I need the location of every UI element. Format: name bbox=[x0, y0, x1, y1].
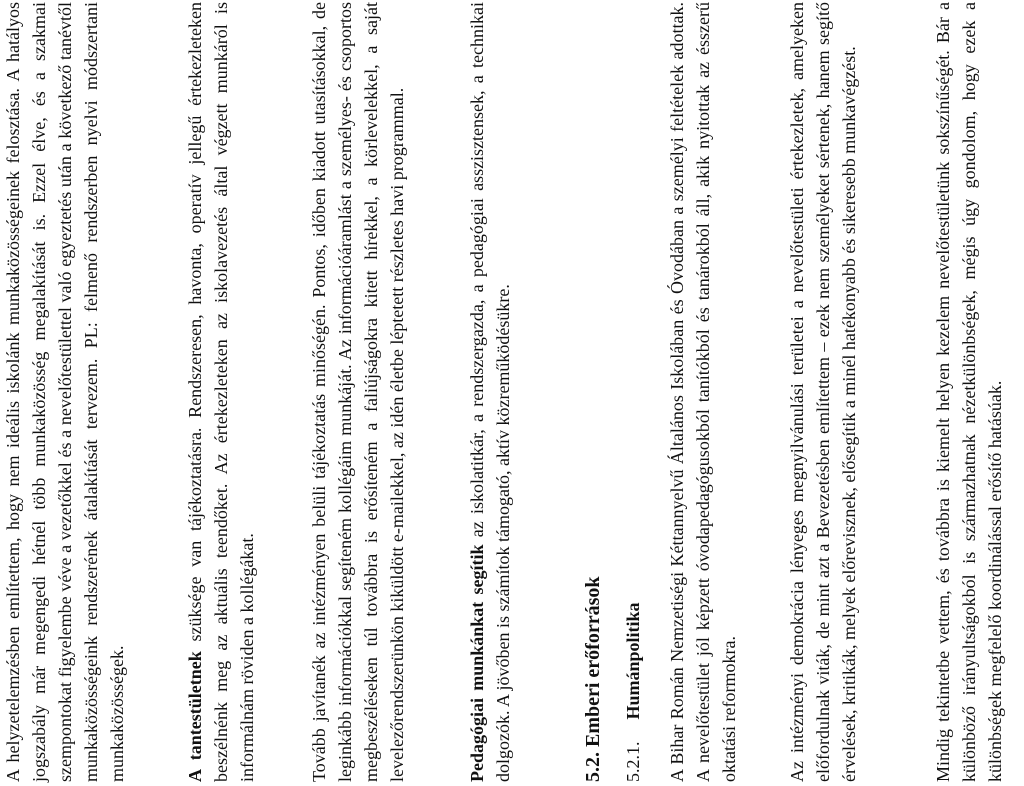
subsection-heading bbox=[620, 602, 646, 782]
paragraph-support-staff bbox=[464, 2, 516, 782]
paragraph-workgroups: A helyzetelemzésben említettem, hogy nem ideális iskolánk munkaközösségeinek felosztása. A hatályos jogszabály már megengedi hétnél több munkaközösség megalakítását is. Ezzel élve, és a szakmai szempontokat figyelembe véve a vezetőkkel és a nevelőtestülettel való egyeztetés után a következő tanévtől munkaközösségeink rendszerének átalakítását tervezem. PL: felmenő rendszerben nyelvi módszertani munkaközösségek. bbox=[3, 2, 127, 782]
section-heading bbox=[580, 576, 606, 782]
paragraph-staff-body: szüksége van tájékoztatásra. Rendszeresen, havonta, operatív jellegű értekezleteken beszélnénk meg az aktuális teendőket. Az értekezleteken az iskolavezetés által végzett munkáról is informálnám röviden a kollégákat. bbox=[185, 1, 257, 782]
bold-lead-support: Pedagógiai munkánkat segítik bbox=[467, 544, 487, 782]
subsection-heading-number: 5.2.1. bbox=[623, 741, 643, 782]
paragraph-democracy: Az intézményi demokrácia lényeges megnyilvánulási területei a nevelőtestületi értekezletek, amelyeken előfordulnak viták, de mint azt a Bevezetésben említettem – ezek nem személyeket sértenek, hanem segítő érvelések, kritikák, melyek előrevisznek, elősegítik a minél hatékonyabb és sikeresebb munkavégzést. bbox=[787, 2, 859, 782]
subsection-heading-title: Humánpolitika bbox=[623, 602, 643, 720]
paragraph-internal-communication: Tovább javítanék az intézményen belüli tájékoztatás minőségén. Pontos, időben kiadott utasításokkal, de leginkább információkkal segíteném kollégáim munkáját. Az információáramlást a személyes- és csoportos megbeszéléseken túl továbbra is erősíteném a faliújságokra kitett hírekkel, a körlevelekkel, a saját levelezőrendszerünkön kiküldött e-mailekkel, az idén életbe léptetett részletes havi programmal. bbox=[309, 2, 407, 782]
bold-lead-staff: A tantestületnek bbox=[185, 651, 205, 782]
paragraph-diversity: Mindig tekintetbe vettem, és továbbra is kiemelt helyen kezelem nevelőtestületünk sokszínűségét. Bár a különböző irányultságokból is származhatnak nézetkülönbségek, mégis úgy gondolom, hogy ezek a különbségek megfelelő koordinálással erősítő hatásúak. bbox=[933, 2, 1005, 782]
paragraph-staff-information bbox=[182, 2, 260, 782]
section-heading-number: 5.2. bbox=[582, 752, 604, 782]
section-heading-title: Emberi erőforrások bbox=[582, 576, 604, 747]
paragraph-staffing: A Bihar Román Nemzetiségi Kéttannyelvű Általános Iskolában és Óvodában a személyi feltételek adottak. A nevelőtestület jól képzett óvodapedagógusokból tanítókból és tanárokból áll, akik nyitottak az ésszerű oktatási reformokra. bbox=[667, 2, 739, 782]
paragraph-support-body: az iskolatitkár, a rendszergazda, a pedagógiai asszisztensek, a technikai dolgozók. A jövőben is számítok támogató, aktív közreműködésükre. bbox=[467, 2, 513, 782]
